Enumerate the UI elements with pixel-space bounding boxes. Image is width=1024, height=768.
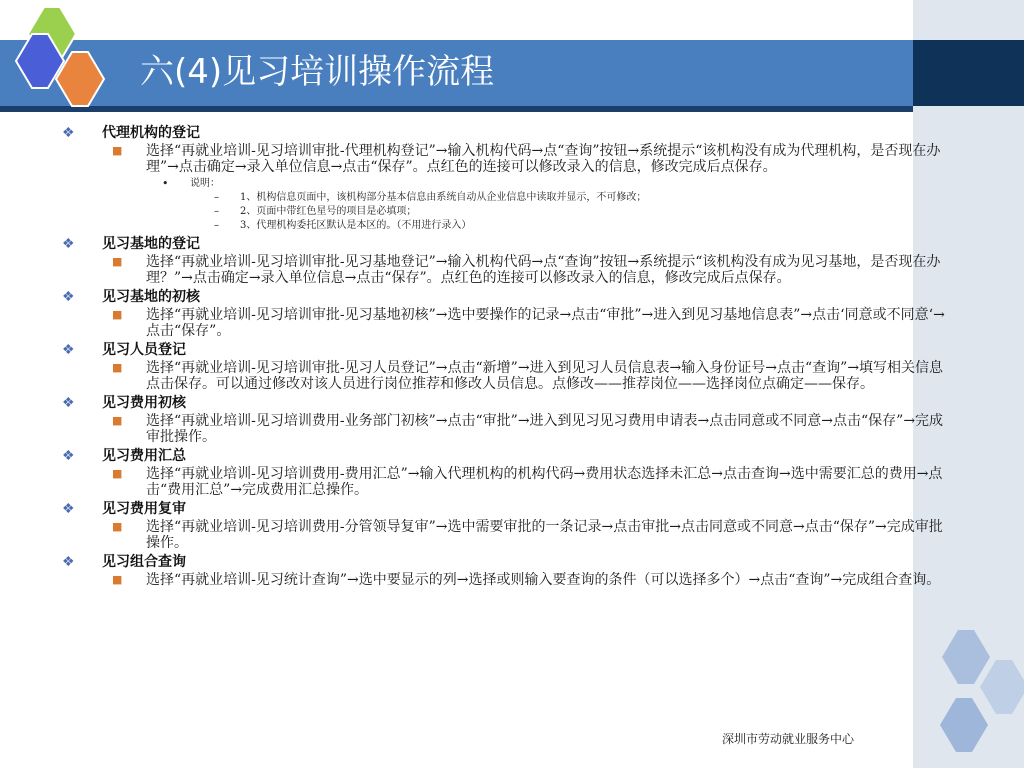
section-heading: ❖ 代理机构的登记	[62, 125, 200, 141]
slide-content	[62, 122, 964, 590]
slide-title: 六(4)见习培训操作流程	[140, 52, 495, 92]
dot-bullet-icon: •	[162, 177, 169, 190]
diamond-bullet-icon: ❖	[62, 448, 75, 464]
square-bullet-icon: ■	[112, 520, 123, 533]
square-bullet-icon: ■	[112, 255, 123, 268]
square-bullet-icon: ■	[112, 467, 123, 480]
footer-organization: 深圳市劳动就业服务中心	[722, 732, 855, 746]
section-heading: ❖ 见习组合查询	[62, 554, 186, 570]
list-item: ■ 选择“再就业培训-见习培训费用-费用汇总”→输入代理机构的机构代码→费用状态选择未汇总→点击查询→选中需要汇总的费用→点击“费用汇总”→完成费用汇总操作。	[112, 466, 943, 498]
section-fee-re-review	[62, 500, 964, 551]
list-item: ■ 选择“再就业培训-见习统计查询”→选中要显示的列→选择或则输入要查询的条件（可以选择多个）→点击“查询”→完成组合查询。	[112, 572, 941, 588]
section-trainee-registration	[62, 341, 964, 392]
section-combined-query	[62, 553, 964, 588]
dash-bullet-icon: –	[214, 192, 219, 203]
section-heading: ❖ 见习费用复审	[62, 501, 186, 517]
diamond-bullet-icon: ❖	[62, 342, 75, 358]
diamond-bullet-icon: ❖	[62, 554, 75, 570]
diamond-bullet-icon: ❖	[62, 501, 75, 517]
list-item: ■ 选择“再就业培训-见习培训费用-分管领导复审”→选中需要审批的一条记录→点击审批→点击同意或不同意→点击“保存”→完成审批操作。	[112, 519, 943, 551]
diamond-bullet-icon: ❖	[62, 289, 75, 305]
note-item: – 3、代理机构委托区默认是本区的。（不用进行录入）	[214, 220, 472, 231]
note-item: – 1、机构信息页面中，该机构部分基本信息由系统自动从企业信息中读取并显示，不可修改；	[214, 192, 647, 203]
list-item: ■ 选择“再就业培训-见习培训审批-见习基地初核”→选中要操作的记录→点击“审批”→进入到见习基地信息表”→点击‘同意或不同意‘→点击“保存”。	[112, 307, 945, 339]
section-heading: ❖ 见习费用汇总	[62, 448, 186, 464]
title-bar-dark-block	[913, 40, 1024, 106]
square-bullet-icon: ■	[112, 144, 123, 157]
list-item: ■ 选择“再就业培训-见习培训审批-见习基地登记”→输入机构代码→点“查询”按钮→系统提示“该机构没有成为见习基地，是否现在办理？”→点击确定→录入单位信息→点击“保存”。点红色的连接可以修改录入的信息，修改完成后点保存。	[112, 254, 941, 286]
diamond-bullet-icon: ❖	[62, 125, 75, 141]
hexagon-decoration-icon	[912, 620, 1024, 768]
dash-bullet-icon: –	[214, 220, 219, 231]
section-base-initial-review	[62, 288, 964, 339]
section-fee-initial-review	[62, 394, 964, 445]
square-bullet-icon: ■	[112, 308, 123, 321]
square-bullet-icon: ■	[112, 573, 123, 586]
list-item: ■ 选择“再就业培训-见习培训审批-代理机构登记”→输入机构代码→点“查询”按钮→系统提示“该机构没有成为代理机构，是否现在办理”→点击确定→录入单位信息→点击“保存”。点红色的连接可以修改录入的信息，修改完成后点保存。	[112, 143, 941, 175]
note-item: – 2、页面中带红色星号的项目是必填项；	[214, 206, 417, 217]
section-heading: ❖ 见习基地的初核	[62, 289, 200, 305]
section-heading: ❖ 见习人员登记	[62, 342, 186, 358]
section-heading: ❖ 见习费用初核	[62, 395, 186, 411]
square-bullet-icon: ■	[112, 361, 123, 374]
diamond-bullet-icon: ❖	[62, 236, 75, 252]
list-item: ■ 选择“再就业培训-见习培训费用-业务部门初核”→点击“审批”→进入到见习见习费用申请表→点击同意或不同意→点击“保存”→完成审批操作。	[112, 413, 944, 445]
list-item: ■ 选择“再就业培训-见习培训审批-见习人员登记”→点击“新增”→进入到见习人员信息表→输入身份证号→点击“查询”→填写相关信息点击保存。可以通过修改对该人员进行岗位推荐和修改人员信息。点修改——推荐岗位——选择岗位点确定——保存。	[112, 360, 944, 392]
hexagon-logo-icon	[0, 0, 140, 124]
section-fee-summary	[62, 447, 964, 498]
diamond-bullet-icon: ❖	[62, 395, 75, 411]
section-base-registration	[62, 235, 964, 286]
square-bullet-icon: ■	[112, 414, 123, 427]
dash-bullet-icon: –	[214, 206, 219, 217]
section-heading: ❖ 见习基地的登记	[62, 236, 200, 252]
section-agency-registration	[62, 124, 964, 233]
note-label: • 说明：	[162, 177, 220, 190]
